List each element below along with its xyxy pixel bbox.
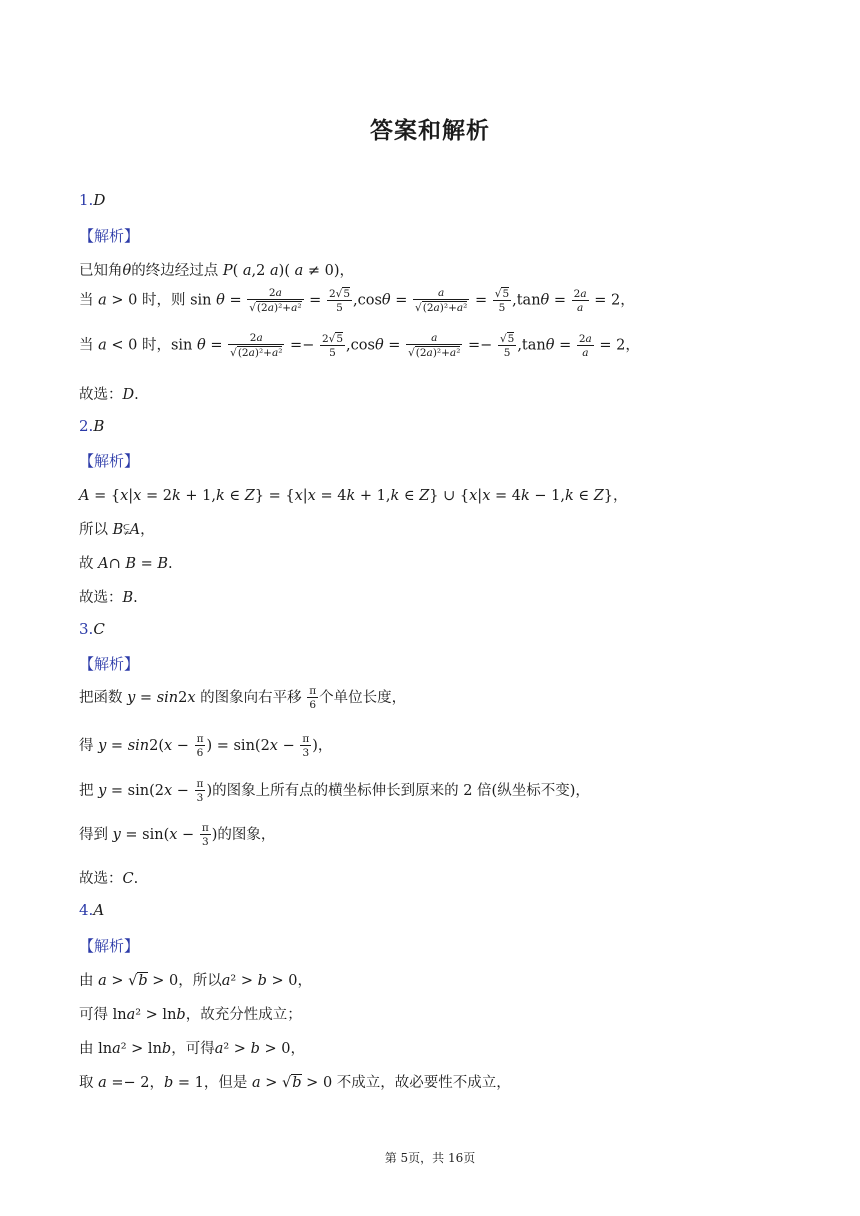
question-3-analysis-tag: 【解析】	[79, 655, 140, 673]
question-4-line-1: 由 a > √b > 0，所以a² > b > 0，	[79, 973, 312, 989]
question-1-number: 1.D	[79, 191, 106, 209]
question-2-line-2: 所以 B⫋A，	[79, 522, 155, 538]
question-2-line-1: A = {x|x = 2k + 1,k ∈ Z} = {x|x = 4k + 1,k ∈ Z} ∪ {x|x = 4k − 1,k ∈ Z}，	[79, 488, 628, 504]
question-4-line-4: 取 a =− 2，b = 1，但是 a > √b > 0 不成立，故必要性不成立，	[79, 1075, 511, 1091]
question-2-number: 2.B	[79, 417, 105, 435]
question-3-line-2: 得 y = sin2(x − $\frac{\pi}{6}$ ) = sin(2x − $\frac{\pi}{3}$ )，	[79, 733, 333, 759]
question-2-line-3: 故 A∩ B = B.	[79, 556, 173, 572]
question-3-number: 3.C	[79, 620, 105, 638]
question-3-line-3: 把 y = sin(2x − $\frac{\pi}{3}$ )的图象上所有点的横坐标伸长到原来的 2 倍(纵坐标不变)，	[79, 778, 590, 804]
question-4-line-2: 可得 lna² > lnb，故充分性成立；	[79, 1007, 302, 1023]
question-3-line-4: 得到 y = sin(x − $\frac{\pi}{3}$ )的图象，	[79, 822, 276, 848]
question-1-analysis-tag: 【解析】	[79, 227, 140, 245]
question-1-line-4: 故选：D.	[79, 387, 139, 403]
question-3-line-1: 把函数 y = sin2x 的图象向右平移 $\frac{\pi}{6}$ 个单位长度，	[79, 685, 407, 711]
question-1-line-3: 当 a < 0 时，sin θ = $\frac{2a}{\text{√(2a)²+a²}}$ =− $\frac{2√5}{5}$ ,cosθ = $\frac{a}{\text{√(2a)²+a²}}$ =− $\frac{√5}{5}$ ,tanθ = $\frac{2a}{a}$ = 2，	[79, 332, 640, 359]
question-3-line-5: 故选：C.	[79, 871, 139, 887]
question-4-analysis-tag: 【解析】	[79, 937, 140, 955]
page-footer: 第 5页，共 16页	[384, 1151, 476, 1165]
question-1-line-2: 当 a > 0 时，则 sin θ = $\frac{2a}{\text{√(2a)²+a²}}$ = $\frac{2√5}{5}$ ,cosθ = $\frac{a}{\text{√(2a)²+a²}}$ = $\frac{√5}{5}$ ,tanθ = $\frac{2a}{a}$ = 2，	[79, 287, 635, 314]
question-2-line-4: 故选：B.	[79, 590, 138, 606]
page-title: 答案和解析	[370, 118, 490, 144]
question-1-line-1: 已知角θ的终边经过点 P( a,2 a)( a ≠ 0)，	[79, 263, 354, 279]
question-4-line-3: 由 lna² > lnb，可得a² > b > 0，	[79, 1041, 305, 1057]
question-4-number: 4.A	[79, 901, 105, 919]
question-2-analysis-tag: 【解析】	[79, 452, 140, 470]
